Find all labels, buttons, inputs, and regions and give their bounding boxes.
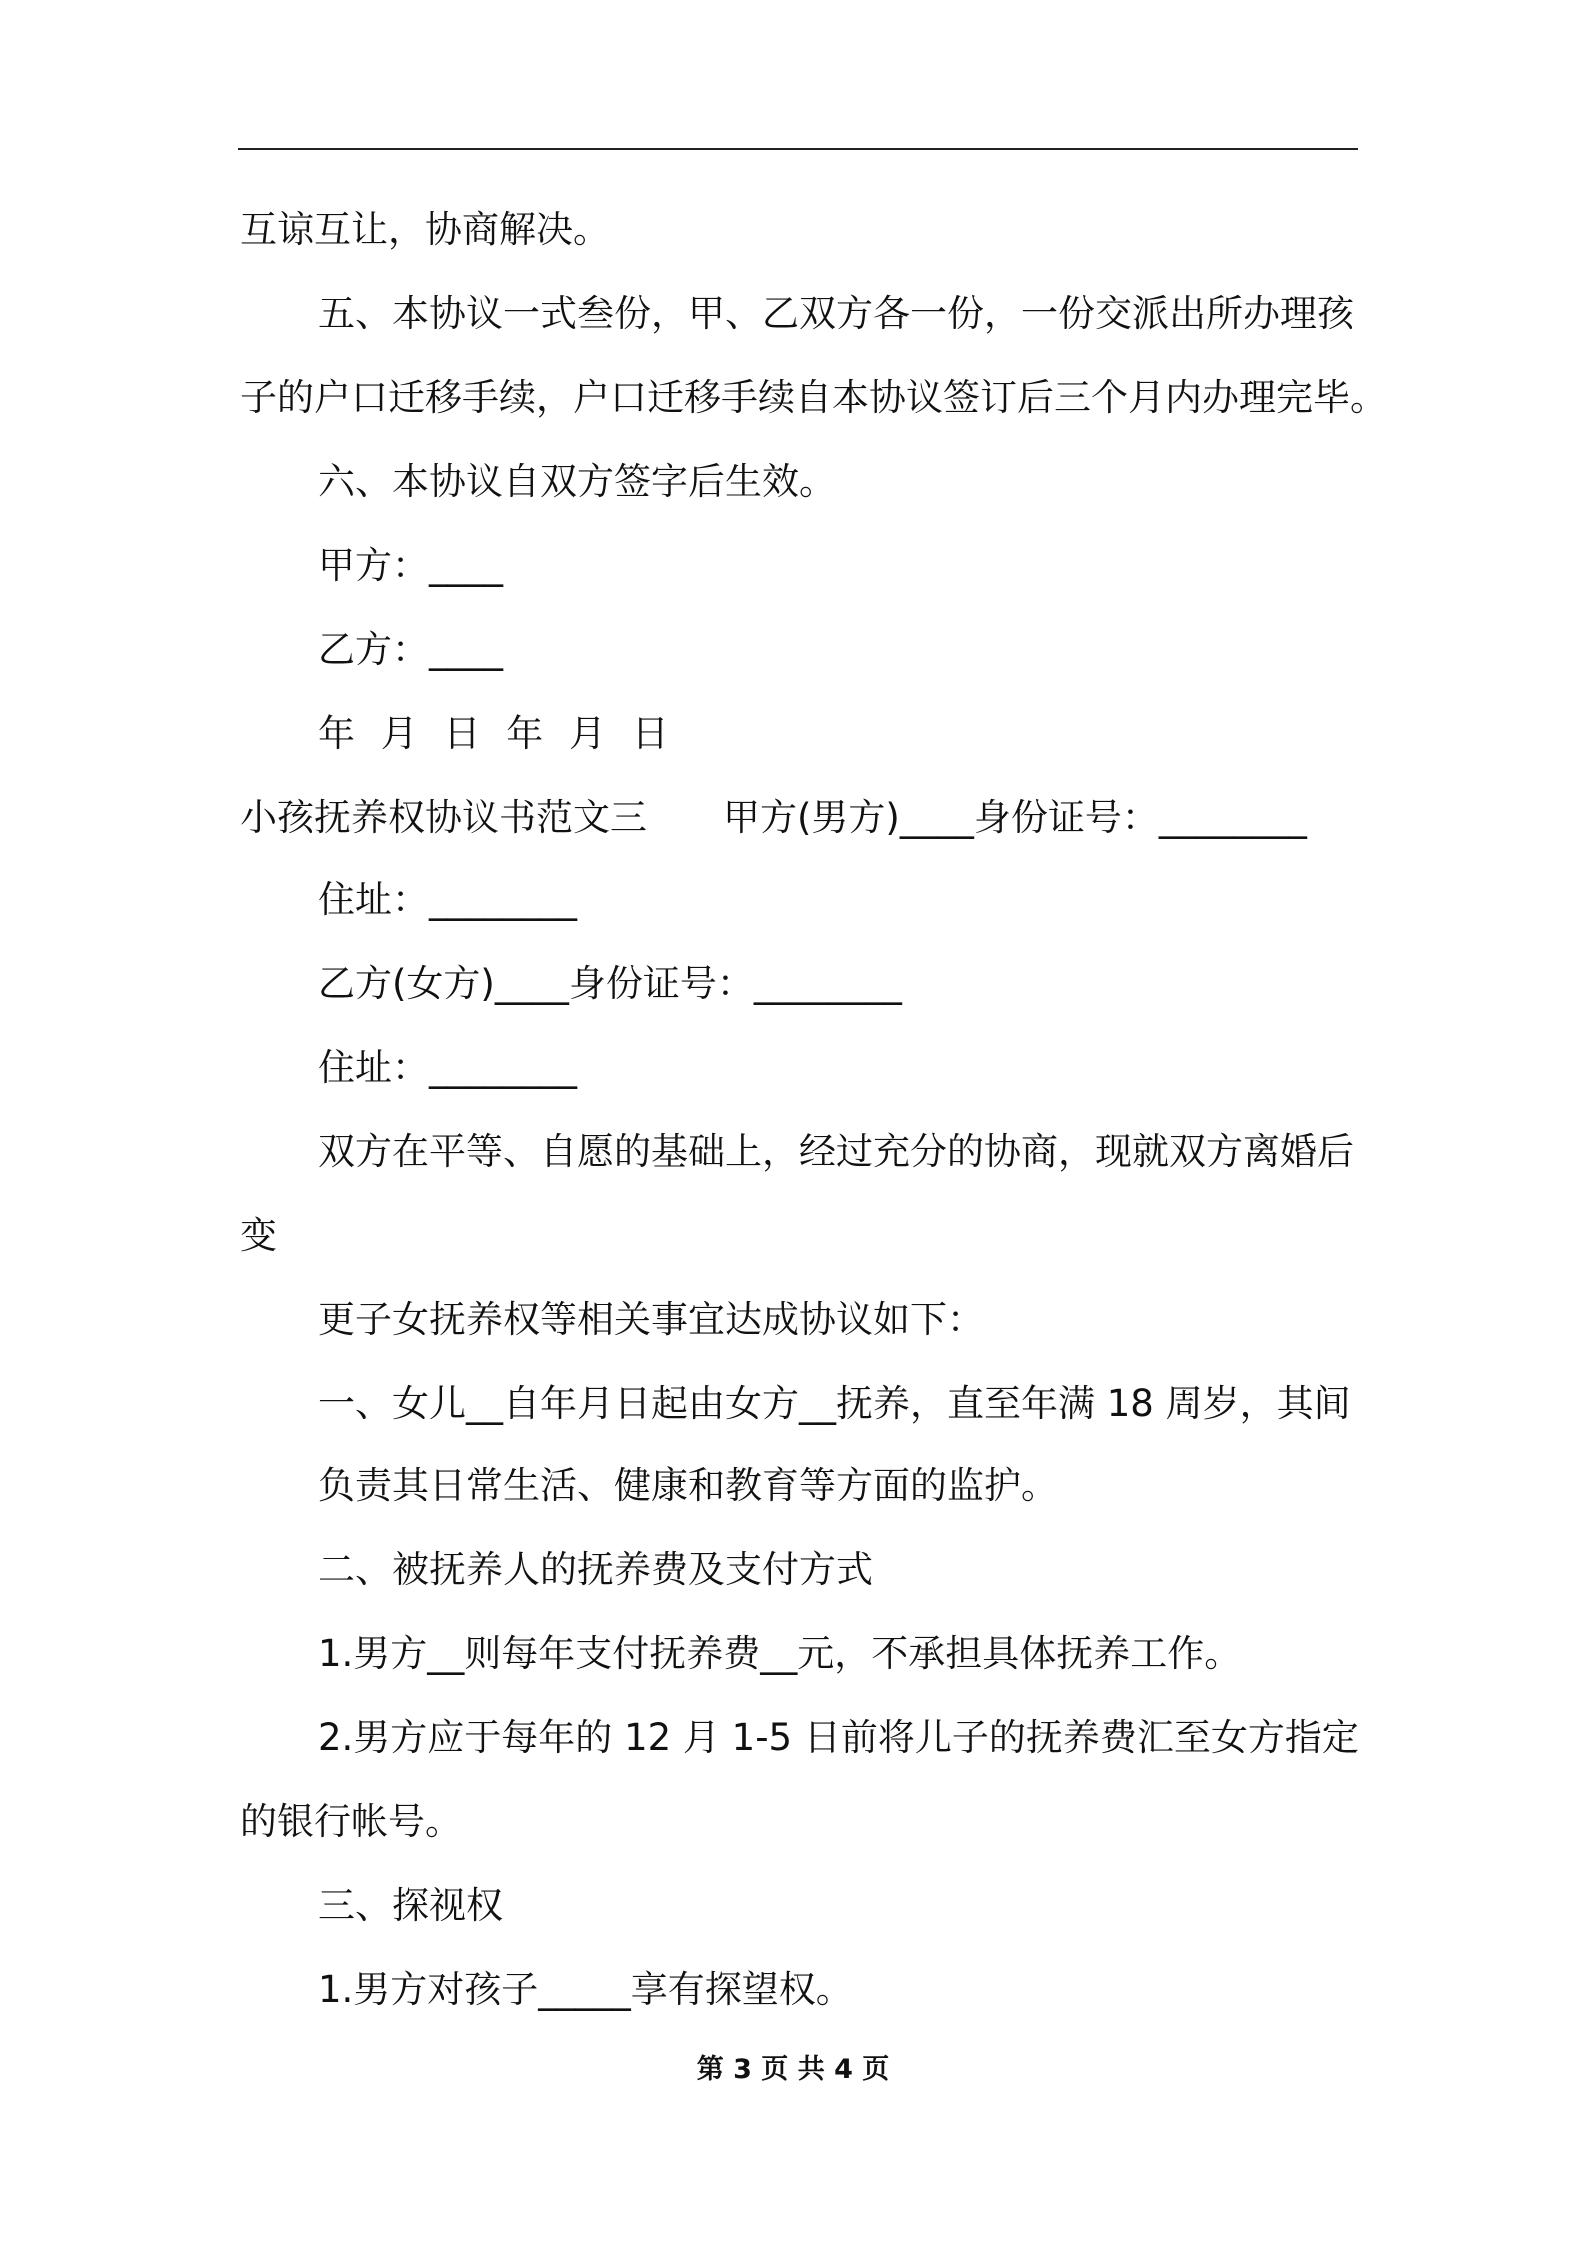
clause-line: 一、女儿__自年月日起由女方__抚养，直至年满 18 周岁，其间 [318,1382,1351,1425]
paragraph-line: 五、本协议一式叁份，甲、乙双方各一份，一份交派出所办理孩 [318,292,1354,335]
header-divider [238,148,1358,150]
paragraph-line: 双方在平等、自愿的基础上，经过充分的协商，现就双方离婚后 [318,1130,1354,1173]
clause-heading: 二、被抚养人的抚养费及支付方式 [318,1548,873,1591]
paragraph-line: 六、本协议自双方签字后生效。 [318,460,836,503]
clause-line: 的银行帐号。 [240,1800,462,1843]
party-a-address: 住址：________ [318,878,577,921]
paragraph-line: 变 [240,1214,277,1257]
clause-heading: 三、探视权 [318,1884,503,1927]
signature-line-party-a: 甲方：____ [318,544,503,587]
clause-line: 1.男方__则每年支付抚养费__元，不承担具体抚养工作。 [318,1632,1242,1675]
clause-line: 2.男方应于每年的 12 月 1-5 日前将儿子的抚养费汇至女方指定 [318,1716,1359,1759]
paragraph-line: 更子女抚养权等相关事宜达成协议如下： [318,1298,984,1341]
party-a-info: 甲方(男方)____身份证号：________ [723,796,1307,839]
section-title: 小孩抚养权协议书范文三 [240,796,647,839]
section-title-line [240,794,1360,842]
date-line: 年 月 日 年 月 日 [318,712,669,755]
paragraph-line: 互谅互让，协商解决。 [240,208,610,251]
paragraph-line: 子的户口迁移手续，户口迁移手续自本协议签订后三个月内办理完毕。 [240,376,1387,419]
party-b-address: 住址：________ [318,1046,577,1089]
page-number: 第 3 页 共 4 页 [696,2054,890,2085]
signature-line-party-b: 乙方：____ [318,628,503,671]
clause-line: 1.男方对孩子_____享有探望权。 [318,1968,853,2011]
party-b-info: 乙方(女方)____身份证号：________ [318,962,902,1005]
clause-line: 负责其日常生活、健康和教育等方面的监护。 [318,1464,1058,1507]
